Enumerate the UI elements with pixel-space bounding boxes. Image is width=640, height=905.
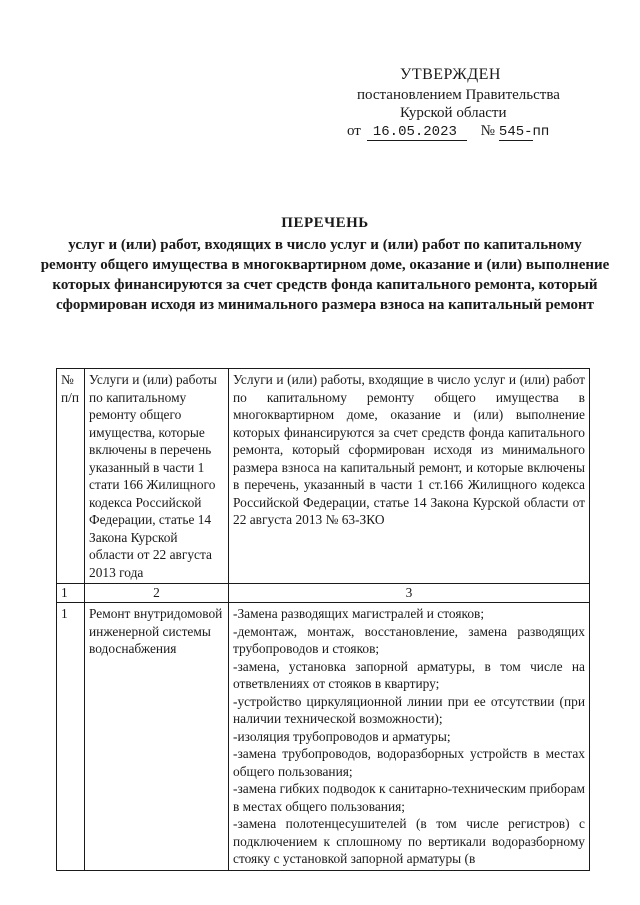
document-title: ПЕРЕЧЕНЬ <box>281 215 369 231</box>
numbering-cell: 2 <box>85 584 229 603</box>
header-services: Услуги и (или) работы по капитальному ремонту общего имущества, которые включены в перечень указанный в части 1 стати 166 Жилищного кодекса Российской Федерации, статье 14 Закона Курской области от 22 августа 2013 года <box>85 369 229 584</box>
work-item: -замена гибких подводок к санитарно-техническим приборам в местах общего пользования; <box>233 781 585 814</box>
table-row <box>57 603 590 871</box>
number-label: № <box>480 123 495 139</box>
row-works <box>229 603 590 871</box>
header-number: № п/п <box>57 369 85 584</box>
numbering-row <box>57 584 590 603</box>
work-item: -замена, установка запорной арматуры, в том числе на ответвлениях от стояков в квартиру; <box>233 658 585 691</box>
approval-number: 545-пп <box>498 124 550 140</box>
numbering-cell: 3 <box>229 584 590 603</box>
work-item: -устройство циркуляционной линии при ее отсутствии (при наличии технической возможности); <box>233 693 585 726</box>
work-item: -демонтаж, монтаж, восстановление, замена разводящих трубопроводов и стояков; <box>233 623 585 656</box>
work-item: -Замена разводящих магистралей и стояков; <box>233 606 485 621</box>
approval-date: 16.05.2023 <box>367 125 467 141</box>
document-subtitle: услуг и (или) работ, входящих в число услуг и (или) работ по капитальному ремонту общего имущества в многоквартирном доме, оказание и (или) выполнение которых финансируются за счет средств фонда капитального ремонта, который сформирован исходя из минимального размера взноса на капитальный ремонт <box>40 237 610 313</box>
header-works: Услуги и (или) работы, входящие в число услуг и (или) работ по капитальному ремонту общего имущества в многоквартирном доме, оказание и (или) выполнение которых финансируются за счет средств фонда капитального ремонта, который сформирован исходя из минимального размера взноса на капитальный ремонт, и которые включены в перечень, указанный в части 1 ст.166 Жилищного кодекса Российской Федерации, статье 14 Закона Курской области от 22 августа 2013 № 63-ЗКО <box>229 369 590 584</box>
work-item: -замена полотенцесушителей (в том числе регистров) с подключением к сплошному по вертикали водоразборному стояку с установкой запорной арматуры (в <box>233 816 585 866</box>
services-table <box>56 368 590 871</box>
numbering-cell: 1 <box>57 584 85 603</box>
table-header-row <box>57 369 590 584</box>
work-item: -замена трубопроводов, водоразборных устройств в местах общего пользования; <box>233 746 585 779</box>
row-service: Ремонт внутридомовой инженерной системы водоснабжения <box>85 603 229 871</box>
document-heading <box>40 213 610 315</box>
approval-line-2: Курской области <box>400 105 507 121</box>
approval-line-1: постановлением Правительства <box>357 87 560 103</box>
approval-date-number <box>347 122 550 141</box>
row-number: 1 <box>57 603 85 871</box>
work-item: -изоляция трубопроводов и арматуры; <box>233 728 451 744</box>
approval-title: УТВЕРЖДЕН <box>400 66 501 83</box>
from-label: от <box>347 123 361 139</box>
